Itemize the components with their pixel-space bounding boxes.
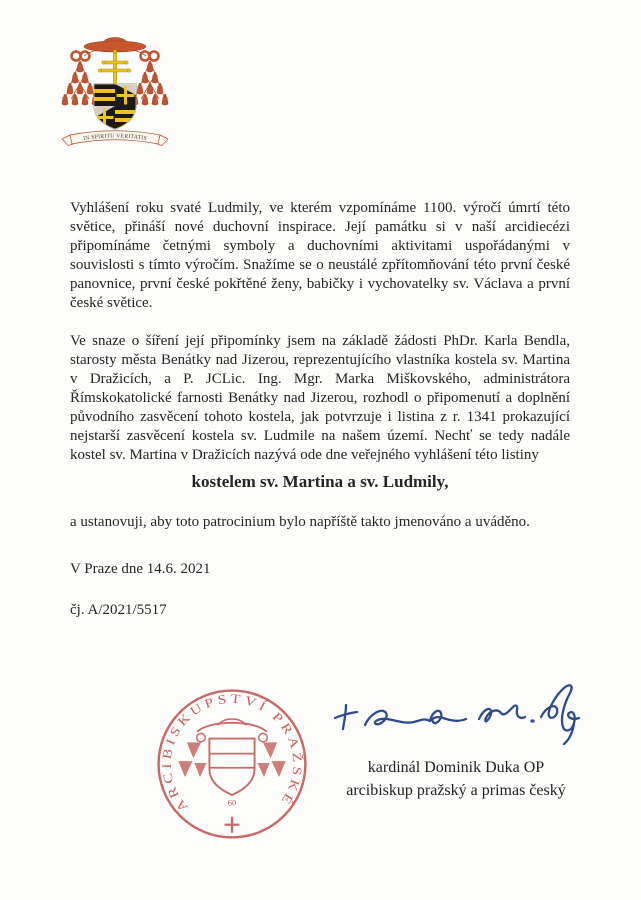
new-church-name: kostelem sv. Martina a sv. Ludmily, <box>191 472 449 491</box>
paragraph-2: Ve snaze o šíření její připomínky jsem na základě žádosti PhDr. Karla Bendla, starosty města Benátky nad Jizerou, reprezentujícího vlastníka kostela sv. Martina v Dražicích, a P. JCLic. Ing. Mgr. Marka Miškovského, administrátora Římskokatolické farnosti Benátky nad Jizerou, rozhodl o připomenutí a doplnění původního zasvěcení tohoto kostela, jak potvrzuje i listina z r. 1341 prokazující nejstarší zasvěcení kostela sv. Ludmile na našem území. Nechť se tedy nadále kostel sv. Martina v Dražicích nazývá ode dne veřejného vyhlášení této listiny <box>70 333 570 463</box>
motto-text: IN SPIRITU VERITATIS <box>82 133 148 143</box>
signature-icon <box>333 682 588 757</box>
cardinal-coat-of-arms-icon <box>56 30 174 158</box>
closing-paragraph: a ustanovuji, aby toto patrocinium bylo napříště takto jmenováno a uváděno. <box>70 514 530 530</box>
motto-ribbon <box>62 131 168 146</box>
archdiocese-stamp-icon <box>152 684 312 844</box>
shield-icon <box>94 84 136 129</box>
signer-block <box>300 756 612 802</box>
signer-name: kardinál Dominik Duka OP <box>367 759 545 776</box>
stamp-inscription: ARCIBISKUPSTVÍ PRAŽSKÉ <box>159 691 305 815</box>
reference-number: čj. A/2021/5517 <box>70 602 167 618</box>
signer-title: arcibiskup pražský a primas český <box>346 782 566 799</box>
stamp-tassels <box>178 742 285 777</box>
stamp-number: 09 <box>227 797 237 808</box>
place-date: V Praze dne 14.6. 2021 <box>70 561 211 577</box>
paragraph-1: Vyhlášení roku svaté Ludmily, ve kterém vzpomínáme 1100. výročí úmrtí této světice, přináší nové duchovní inspirace. Její památku si v naší arcidiecézi připomínáme četnými symboly a duchovními aktivitami uspořádanými v souvislosti s tímto výročím. Snažíme se o neustálé zpřítomňování této první české panovnice, první české pokřtěné ženy, babičky i vychovatelky sv. Václava a první české světice. <box>70 200 570 311</box>
letter-body <box>70 199 570 640</box>
